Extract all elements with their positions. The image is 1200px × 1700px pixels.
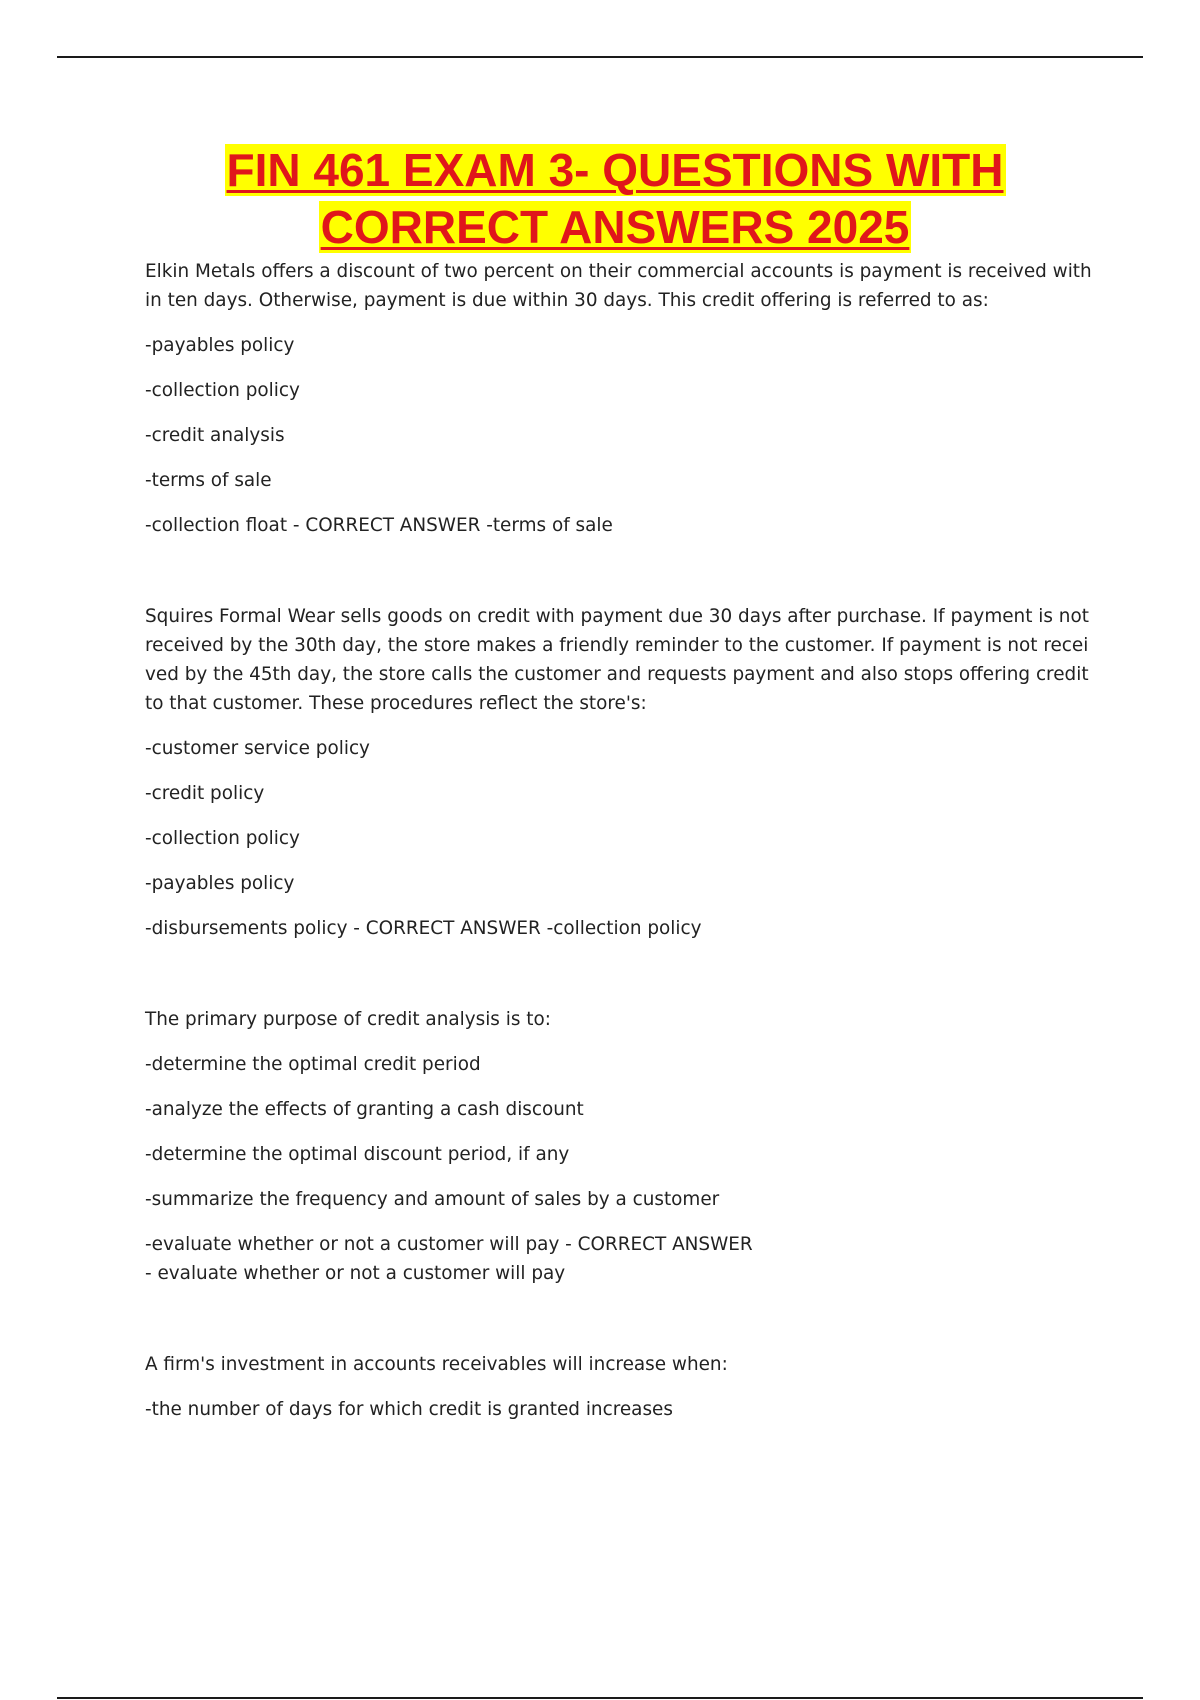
answer-option: -analyze the effects of granting a cash discount	[145, 1099, 584, 1120]
document-body	[145, 257, 1095, 1424]
question-block	[145, 1350, 1095, 1424]
document-title	[0, 142, 1200, 256]
answer-option: -determine the optimal discount period, if any	[145, 1144, 570, 1165]
question-stem: A firm's investment in accounts receivables will increase when:	[145, 1354, 728, 1375]
question-stem: The primary purpose of credit analysis is to:	[145, 1009, 551, 1030]
answer-option: -collection policy	[145, 380, 300, 401]
footer-rule	[57, 1697, 1143, 1699]
header-rule	[57, 56, 1143, 58]
answer-option-with-correct-answer: -evaluate whether or not a customer will pay - CORRECT ANSWER - evaluate whether or not a customer will pay	[145, 1234, 753, 1284]
title-line-2: CORRECT ANSWERS 2025	[320, 201, 910, 253]
question-block	[145, 1005, 1095, 1288]
question-block	[145, 257, 1095, 540]
answer-option: -determine the optimal credit period	[145, 1054, 481, 1075]
answer-option: -payables policy	[145, 335, 295, 356]
answer-option: -credit analysis	[145, 425, 285, 446]
question-block	[145, 602, 1095, 943]
answer-option: -payables policy	[145, 873, 295, 894]
question-stem: Squires Formal Wear sells goods on credit with payment due 30 days after purchase. If payment is not received by the 30th day, the store makes a friendly reminder to the customer. If payment is not received by the 45th day, the store calls the customer and requests payment and also stops offering credit to that customer. These procedures reflect the store's:	[145, 606, 1089, 714]
answer-option: -terms of sale	[145, 470, 272, 491]
answer-option: -summarize the frequency and amount of sales by a customer	[145, 1189, 720, 1210]
answer-option: -credit policy	[145, 783, 265, 804]
answer-option-with-correct-answer: -collection float - CORRECT ANSWER -terms of sale	[145, 515, 613, 536]
title-line-1: FIN 461 EXAM 3- QUESTIONS WITH	[226, 144, 1004, 196]
question-stem: Elkin Metals offers a discount of two percent on their commercial accounts is payment is received within ten days. Otherwise, payment is due within 30 days. This credit offering is referred to as:	[145, 261, 1092, 311]
answer-option-with-correct-answer: -disbursements policy - CORRECT ANSWER -collection policy	[145, 918, 702, 939]
answer-option: -the number of days for which credit is granted increases	[145, 1399, 673, 1420]
answer-option: -customer service policy	[145, 738, 370, 759]
answer-option: -collection policy	[145, 828, 300, 849]
